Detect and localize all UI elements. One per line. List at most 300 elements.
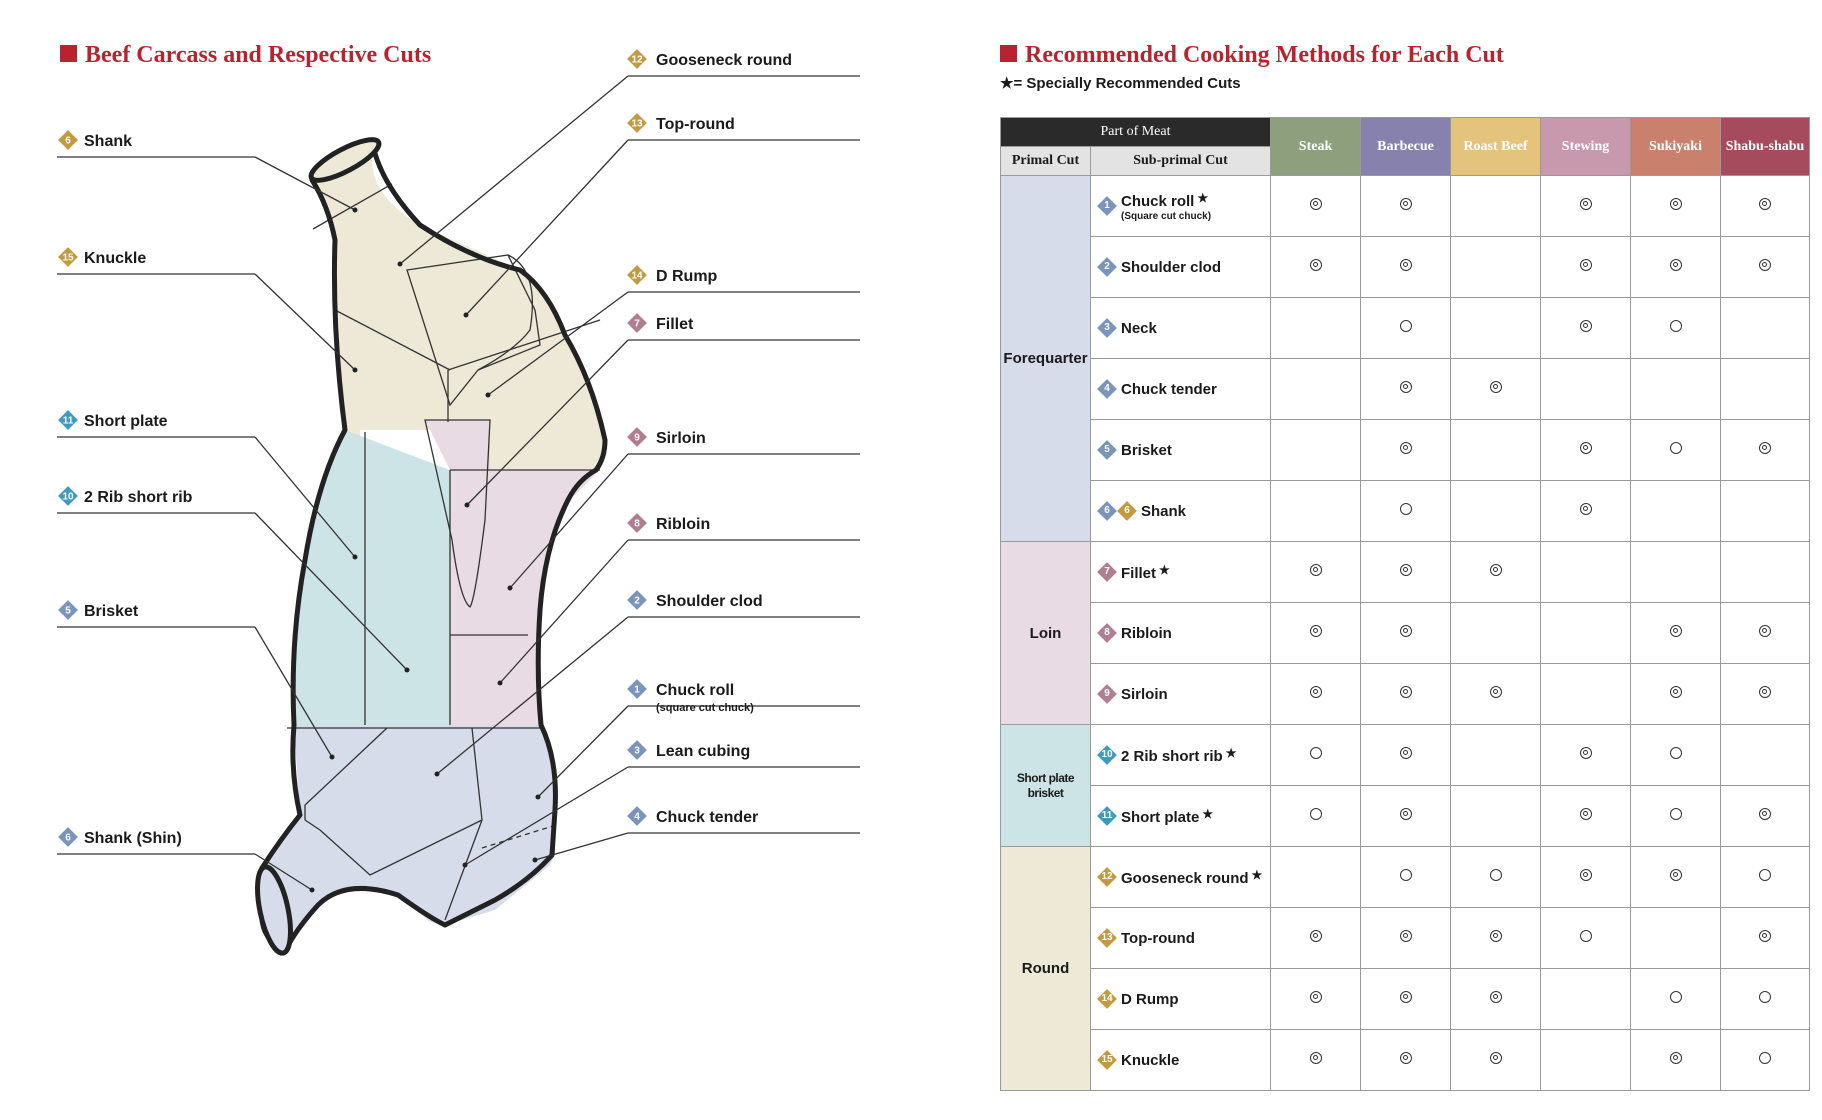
cut-name: Shank [1141,502,1187,520]
badge-number: 12 [631,54,643,66]
badge-number: 6 [1104,505,1110,516]
cut-label [1097,806,1270,826]
badge-number: 14 [631,270,643,282]
badge-number: 6 [1124,505,1130,516]
double-circle-icon [1670,198,1682,210]
mark-shabu-shabu [1721,786,1810,847]
badge-number: 8 [1104,627,1110,638]
cut-label [1097,989,1270,1009]
double-circle-icon [1490,930,1502,942]
mark-sukiyaki [1631,786,1721,847]
mark-shabu-shabu [1721,908,1810,969]
mark-shabu-shabu [1721,725,1810,786]
label-text: Knuckle [84,250,147,267]
double-circle-icon [1759,442,1771,454]
circle-icon [1490,869,1502,881]
carcass-title-text: Beef Carcass and Respective Cuts [85,42,432,68]
legend-note: ★= Specially Recommended Cuts [1000,75,1241,92]
mark-sukiyaki [1631,1030,1721,1091]
cut-name: Shoulder clod [1121,258,1222,276]
double-circle-icon [1759,930,1771,942]
table-row [1001,1030,1810,1091]
badge-number: 1 [1104,200,1110,211]
badge-diamond-icon [1097,318,1117,338]
sub-primal-shank [1091,481,1271,542]
badge-diamond-icon [1097,989,1117,1009]
double-circle-icon [1759,259,1771,271]
label-text: 2 Rib short rib [84,489,193,506]
primal-cut-short-plate-brisket: Short plate brisket [1001,725,1091,847]
sub-primal-gooseneck-round [1091,847,1271,908]
mark-roast-beef [1451,786,1541,847]
badge-number: 6 [65,832,71,844]
double-circle-icon [1310,259,1322,271]
sub-primal-knuckle [1091,1030,1271,1091]
mark-roast-beef [1451,908,1541,969]
mark-sukiyaki [1631,481,1721,542]
table-row [1001,481,1810,542]
method-header-sukiyaki: Sukiyaki [1631,118,1721,176]
mark-barbecue [1361,237,1451,298]
badge-number: 14 [1101,993,1113,1004]
mark-sukiyaki [1631,603,1721,664]
circle-icon [1400,869,1412,881]
mark-shabu-shabu [1721,1030,1810,1091]
diagram-label-knuckle [57,247,358,372]
double-circle-icon [1580,259,1592,271]
mark-shabu-shabu [1721,542,1810,603]
table-row [1001,298,1810,359]
double-circle-icon [1670,686,1682,698]
table-row [1001,359,1810,420]
double-circle-icon [1400,808,1412,820]
double-circle-icon [1580,198,1592,210]
badge-diamond-icon [1097,440,1117,460]
double-circle-icon [1580,503,1592,515]
mark-barbecue [1361,1030,1451,1091]
label-subtext: (square cut chuck) [656,702,754,714]
double-circle-icon [1310,991,1322,1003]
double-circle-icon [1759,686,1771,698]
mark-steak [1271,725,1361,786]
mark-roast-beef [1451,176,1541,237]
mark-stewing [1541,603,1631,664]
table-row [1001,542,1810,603]
mark-roast-beef [1451,481,1541,542]
double-circle-icon [1580,747,1592,759]
diagram-label-chuck-roll [536,679,861,799]
mark-roast-beef [1451,542,1541,603]
cut-label [1097,867,1270,887]
mark-shabu-shabu [1721,359,1810,420]
cut-label [1097,1050,1270,1070]
cut-label [1097,257,1270,277]
cut-name: Chuck tender [1121,380,1217,398]
method-header-steak: Steak [1271,118,1361,176]
circle-icon [1400,503,1412,515]
mark-barbecue [1361,603,1451,664]
circle-icon [1759,1052,1771,1064]
mark-barbecue [1361,969,1451,1030]
mark-barbecue [1361,359,1451,420]
badge-diamond-icon [1097,623,1117,643]
mark-sukiyaki [1631,725,1721,786]
mark-stewing [1541,298,1631,359]
circle-icon [1670,320,1682,332]
mark-stewing [1541,359,1631,420]
mark-stewing [1541,420,1631,481]
badge-diamond-icon [1117,501,1137,521]
leader-dot [465,503,470,508]
badge-number: 5 [65,605,71,617]
primal-cut-loin: Loin [1001,542,1091,725]
cut-name: D Rump [1121,990,1179,1008]
star-icon: ★ [1159,562,1170,577]
badge-number: 3 [1104,322,1110,333]
badge-number: 4 [634,811,640,823]
mark-steak [1271,481,1361,542]
double-circle-icon [1580,808,1592,820]
cut-label [1097,379,1270,399]
mark-stewing [1541,847,1631,908]
mark-barbecue [1361,908,1451,969]
circle-icon [1670,808,1682,820]
sub-primal-fillet [1091,542,1271,603]
mark-roast-beef [1451,664,1541,725]
label-text: Gooseneck round [656,52,793,69]
mark-steak [1271,664,1361,725]
mark-steak [1271,908,1361,969]
mark-shabu-shabu [1721,237,1810,298]
leader-dot [353,368,358,373]
badge-number: 10 [62,491,74,503]
badge-number: 9 [1104,688,1110,699]
mark-steak [1271,420,1361,481]
cut-label [1097,623,1270,643]
mark-stewing [1541,664,1631,725]
badge-number: 4 [1104,383,1110,394]
sub-primal-d-rump [1091,969,1271,1030]
mark-roast-beef [1451,603,1541,664]
double-circle-icon [1759,625,1771,637]
badge-number: 3 [634,745,640,757]
badge-number: 7 [634,318,640,330]
double-circle-icon [1400,442,1412,454]
mark-stewing [1541,481,1631,542]
mark-sukiyaki [1631,176,1721,237]
mark-stewing [1541,176,1631,237]
badge-number: 7 [1104,566,1110,577]
double-circle-icon [1400,747,1412,759]
leader-line [466,140,628,315]
primal-cut-header: Primal Cut [1001,147,1091,176]
double-circle-icon [1400,259,1412,271]
mark-steak [1271,1030,1361,1091]
badge-number: 1 [634,684,640,696]
double-circle-icon [1310,625,1322,637]
badge-diamond-icon [1097,928,1117,948]
badge-number: 9 [634,432,640,444]
mark-stewing [1541,237,1631,298]
label-text: Shank (Shin) [84,830,182,847]
sub-primal-2-rib-short-rib [1091,725,1271,786]
leader-dot [398,262,403,267]
double-circle-icon [1490,564,1502,576]
mark-stewing [1541,725,1631,786]
sub-primal-neck [1091,298,1271,359]
cut-name: Brisket [1121,441,1172,459]
mark-sukiyaki [1631,298,1721,359]
mark-sukiyaki [1631,847,1721,908]
badge-number: 11 [62,415,74,427]
mark-steak [1271,786,1361,847]
mark-sukiyaki [1631,420,1721,481]
circle-icon [1310,747,1322,759]
sub-primal-ribloin [1091,603,1271,664]
mark-steak [1271,359,1361,420]
label-text: Short plate [84,413,168,430]
double-circle-icon [1580,442,1592,454]
badge-number: 6 [65,135,71,147]
mark-sukiyaki [1631,664,1721,725]
badge-diamond-icon [1097,196,1117,216]
mark-shabu-shabu [1721,481,1810,542]
mark-steak [1271,603,1361,664]
double-circle-icon [1400,564,1412,576]
cut-label [1097,318,1270,338]
cut-name: Sirloin [1121,685,1168,703]
mark-steak [1271,298,1361,359]
double-circle-icon [1670,625,1682,637]
mark-shabu-shabu [1721,603,1810,664]
mark-shabu-shabu [1721,176,1810,237]
label-text: Ribloin [656,516,711,533]
star-icon: ★ [1202,806,1214,821]
badge-number: 8 [634,518,640,530]
cut-name: Fillet ★ [1121,562,1170,582]
badge-number: 11 [1101,810,1113,821]
badge-number: 15 [62,252,74,264]
circle-icon [1670,442,1682,454]
table-row [1001,664,1810,725]
double-circle-icon [1310,198,1322,210]
cut-label [1097,928,1270,948]
label-text: Fillet [656,316,694,333]
cut-name: Top-round [1121,929,1195,947]
forequarter-region [262,725,555,942]
cut-label [1097,191,1270,222]
sub-primal-cut-header: Sub-primal Cut [1091,147,1271,176]
sub-primal-brisket [1091,420,1271,481]
cut-name: 2 Rib short rib ★ [1121,745,1237,765]
sub-primal-chuck-tender [1091,359,1271,420]
badge-number: 15 [1101,1054,1113,1065]
mark-roast-beef [1451,359,1541,420]
leader-dot [310,888,315,893]
mark-roast-beef [1451,847,1541,908]
label-text: Top-round [656,116,735,133]
double-circle-icon [1580,320,1592,332]
table-row [1001,420,1810,481]
badge-diamond-icon [1097,562,1117,582]
method-header-shabu-shabu: Shabu-shabu [1721,118,1810,176]
cooking-title-text: Recommended Cooking Methods for Each Cut [1025,42,1504,68]
circle-icon [1400,320,1412,332]
badge-number: 2 [634,595,640,607]
double-circle-icon [1400,686,1412,698]
leader-dot [533,858,538,863]
mark-sukiyaki [1631,237,1721,298]
cut-name: Neck [1121,319,1157,337]
double-circle-icon [1490,1052,1502,1064]
label-text: Shoulder clod [656,593,763,610]
mark-barbecue [1361,542,1451,603]
double-circle-icon [1400,625,1412,637]
mark-stewing [1541,908,1631,969]
cut-note: (Square cut chuck) [1121,210,1212,222]
table-row [1001,969,1810,1030]
double-circle-icon [1759,198,1771,210]
mark-roast-beef [1451,725,1541,786]
double-circle-icon [1670,1052,1682,1064]
sub-primal-chuck-roll [1091,176,1271,237]
label-text: D Rump [656,268,718,285]
sub-primal-short-plate [1091,786,1271,847]
leader-dot [353,208,358,213]
label-text: Sirloin [656,430,706,447]
double-circle-icon [1310,686,1322,698]
mark-stewing [1541,1030,1631,1091]
cut-name: Chuck roll ★ (Square cut chuck) [1121,190,1212,222]
star-icon: ★ [1225,745,1237,760]
diagram-label-gooseneck-round [398,49,861,266]
cooking-methods-table [1000,117,1810,1091]
mark-roast-beef [1451,237,1541,298]
sub-primal-top-round [1091,908,1271,969]
mark-shabu-shabu [1721,298,1810,359]
leader-dot [498,681,503,686]
cut-label [1097,745,1270,765]
cut-label [1097,501,1270,521]
double-circle-icon [1400,991,1412,1003]
diagram-label-chuck-tender [533,806,861,862]
table-row [1001,603,1810,664]
mark-roast-beef [1451,1030,1541,1091]
leader-dot [464,313,469,318]
leader-line [400,76,628,264]
double-circle-icon [1490,381,1502,393]
mark-stewing [1541,786,1631,847]
cut-label [1097,440,1270,460]
badge-number: 2 [1104,261,1110,272]
carcass-diagram [0,0,870,1120]
badge-diamond-icon [1097,806,1117,826]
badge-number: 12 [1101,871,1113,882]
circle-icon [1670,747,1682,759]
mark-shabu-shabu [1721,969,1810,1030]
double-circle-icon [1759,808,1771,820]
double-circle-icon [1670,869,1682,881]
badge-number: 13 [631,118,643,130]
mark-barbecue [1361,176,1451,237]
mark-barbecue [1361,847,1451,908]
cut-name: Short plate ★ [1121,806,1214,826]
leader-dot [463,863,468,868]
circle-icon [1759,991,1771,1003]
leader-dot [435,772,440,777]
cut-label [1097,684,1270,704]
leader-dot [508,586,513,591]
method-header-roast-beef: Roast Beef [1451,118,1541,176]
star-icon: ★ [1251,867,1263,882]
leader-dot [353,555,358,560]
leader-dot [330,755,335,760]
method-header-stewing: Stewing [1541,118,1631,176]
mark-steak [1271,542,1361,603]
mark-barbecue [1361,664,1451,725]
badge-diamond-icon [1097,867,1117,887]
mark-barbecue [1361,298,1451,359]
mark-sukiyaki [1631,908,1721,969]
mark-barbecue [1361,481,1451,542]
mark-sukiyaki [1631,969,1721,1030]
mark-sukiyaki [1631,542,1721,603]
badge-diamond-icon [1097,379,1117,399]
label-text: Lean cubing [656,743,751,760]
double-circle-icon [1310,930,1322,942]
cut-label [1097,562,1270,582]
label-text: Shank [84,133,133,150]
mark-roast-beef [1451,298,1541,359]
cut-name: Knuckle [1121,1051,1180,1069]
method-header-barbecue: Barbecue [1361,118,1451,176]
label-text: Chuck roll [656,682,735,699]
mark-shabu-shabu [1721,847,1810,908]
cut-name: Ribloin [1121,624,1172,642]
table-row [1001,725,1810,786]
table-row [1001,786,1810,847]
mark-stewing [1541,542,1631,603]
table-row [1001,176,1810,237]
mark-barbecue [1361,786,1451,847]
cooking-section-title [1000,42,1504,69]
table-row [1001,237,1810,298]
star-icon: ★ [1197,190,1209,205]
sub-primal-sirloin [1091,664,1271,725]
primal-cut-forequarter: Forequarter [1001,176,1091,542]
badge-number: 5 [1104,444,1110,455]
badge-number: 10 [1101,749,1113,760]
double-circle-icon [1400,198,1412,210]
badge-diamond-icon [1097,257,1117,277]
mark-shabu-shabu [1721,420,1810,481]
double-circle-icon [1490,991,1502,1003]
mark-steak [1271,969,1361,1030]
circle-icon [1759,869,1771,881]
mark-roast-beef [1451,420,1541,481]
title-square-icon [1000,45,1017,62]
mark-sukiyaki [1631,359,1721,420]
badge-diamond-icon [1097,1050,1117,1070]
mark-stewing [1541,969,1631,1030]
badge-diamond-icon [1097,745,1117,765]
circle-icon [1670,991,1682,1003]
badge-number: 13 [1101,932,1113,943]
mark-shabu-shabu [1721,664,1810,725]
sub-primal-shoulder-clod [1091,237,1271,298]
double-circle-icon [1400,930,1412,942]
mark-steak [1271,176,1361,237]
